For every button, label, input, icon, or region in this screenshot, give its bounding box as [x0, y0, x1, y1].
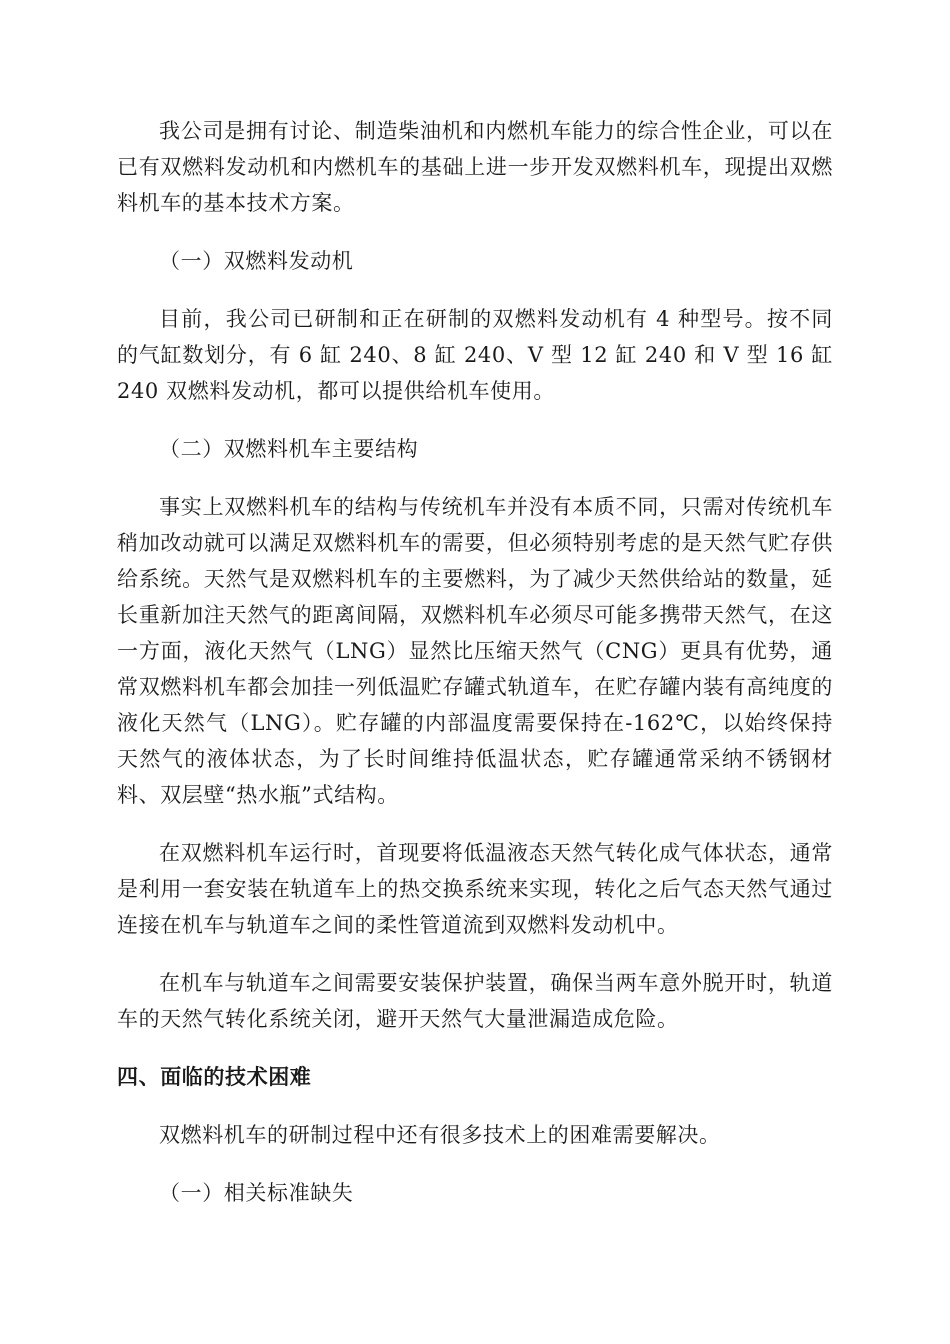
- paragraph-structure-details: 事实上双燃料机车的结构与传统机车并没有本质不同，只需对传统机车稍加改动就可以满足双燃料机车的需要，但必须特别考虑的是天然气贮存供给系统。天然气是双燃料机车的主要燃料，为了减少天然供给站的数量，延长重新加注天然气的距离间隔，双燃料机车必须尽可能多携带天然气，在这一方面，液化天然气（LNG）显然比压缩天然气（CNG）更具有优势，通常双燃料机车都会加挂一列低温贮存罐式轨道车，在贮存罐内装有高纯度的液化天然气（LNG）。贮存罐的内部温度需要保持在-162℃，以始终保持天然气的液体状态，为了长时间维持低温状态，贮存罐通常采纳不锈钢材料、双层壁“热水瓶”式结构。: [117, 495, 833, 807]
- paragraph-engine-models: 目前，我公司已研制和正在研制的双燃料发动机有 4 种型号。按不同的气缸数划分，有 6 缸 240、8 缸 240、V 型 12 缸 240 和 V 型 16 缸 240 双燃料发动机，都可以提供给机车使用。: [117, 307, 833, 403]
- paragraph-protection-device: 在机车与轨道车之间需要安装保护装置，确保当两车意外脱开时，轨道车的天然气转化系统关闭，避开天然气大量泄漏造成危险。: [117, 971, 833, 1031]
- subheading-locomotive-structure: （二）双燃料机车主要结构: [159, 437, 419, 461]
- subheading-missing-standards: （一）相关标准缺失: [159, 1181, 354, 1205]
- subheading-dual-fuel-engine: （一）双燃料发动机: [159, 249, 354, 273]
- section-heading-technical-difficulties: 四、面临的技术困难: [117, 1065, 312, 1089]
- paragraph-difficulties-intro: 双燃料机车的研制过程中还有很多技术上的困难需要解决。: [159, 1123, 721, 1147]
- document-page: [117, 113, 833, 1211]
- paragraph-heat-exchange: 在双燃料机车运行时，首现要将低温液态天然气转化成气体状态，通常是利用一套安装在轨道车上的热交换系统来实现，转化之后气态天然气通过连接在机车与轨道车之间的柔性管道流到双燃料发动机中。: [117, 841, 833, 937]
- paragraph-intro: 我公司是拥有讨论、制造柴油机和内燃机车能力的综合性企业，可以在已有双燃料发动机和内燃机车的基础上进一步开发双燃料机车，现提出双燃料机车的基本技术方案。: [117, 119, 833, 215]
